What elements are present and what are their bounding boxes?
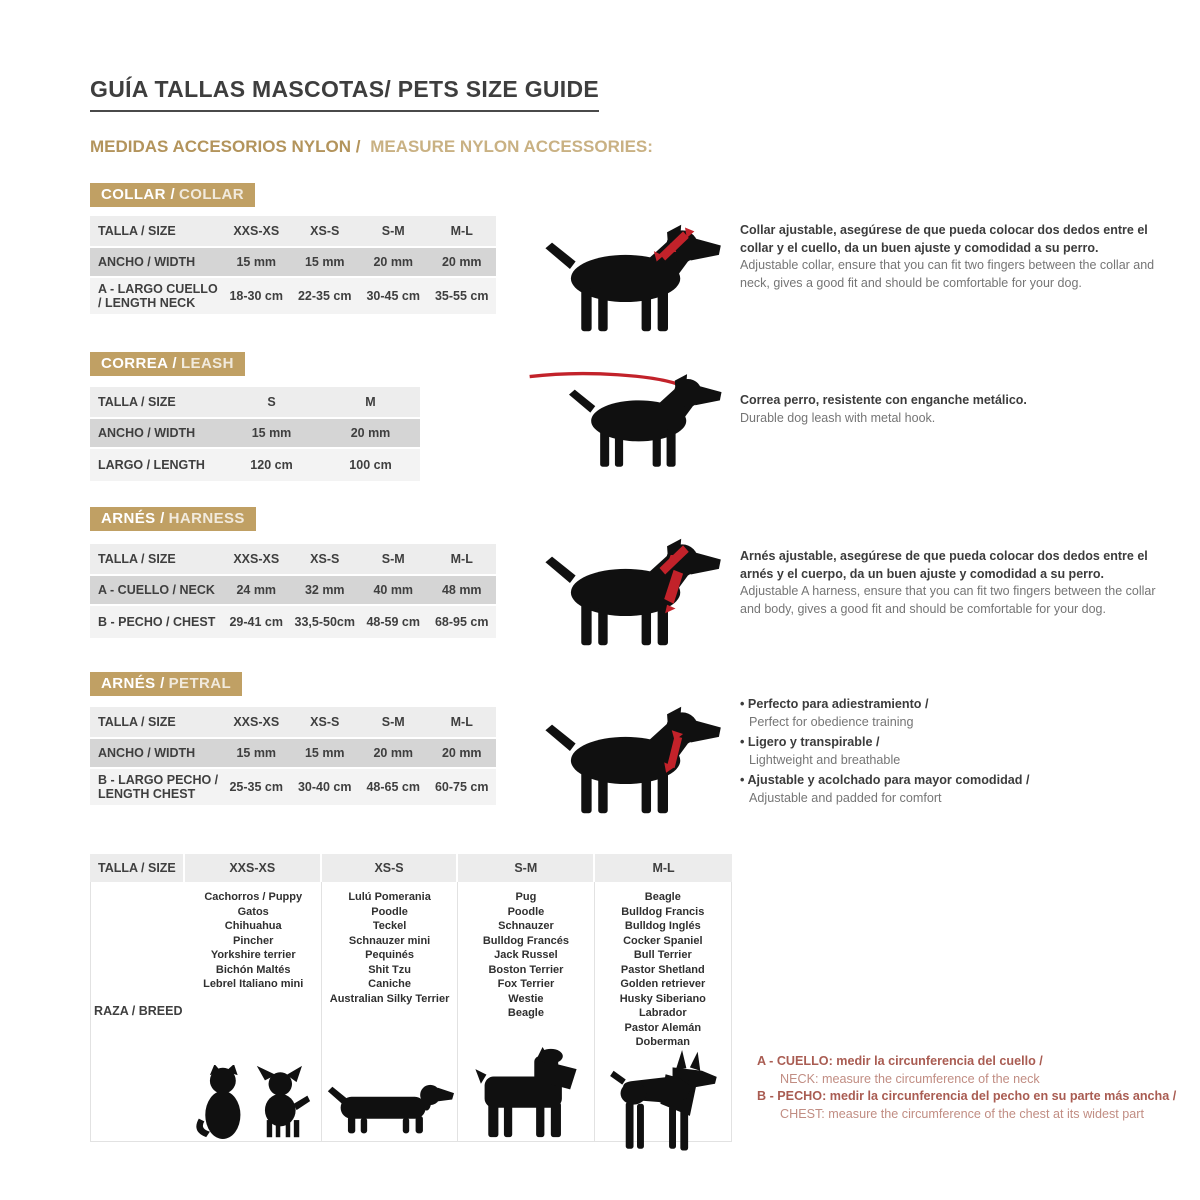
table-header-cell: S-M [381,715,405,729]
badge-label-en: LEASH [180,355,234,372]
table-header-cell: M-L [450,552,473,566]
page-title [90,76,599,112]
table-header-cell: TALLA / SIZE [98,552,176,566]
table-row [90,419,420,447]
table-row-label: B - LARGO PECHO / LENGTH CHEST [98,773,219,801]
breed-list [330,890,450,1006]
breed-item: Pequinés [365,949,415,961]
breed-table [90,854,732,1142]
table-header-cell: S-M [381,224,405,238]
table-row [90,278,496,314]
feature-item [740,734,1176,769]
table-row [90,606,496,638]
breed-item: Fox Terrier [497,978,555,990]
breed-item: Caniche [368,978,411,990]
table-row-label: LARGO / LENGTH [98,458,205,472]
badge-label-es: ARNÉS / [101,510,165,527]
harness-description [740,548,1176,618]
table-row [90,449,420,481]
table-row-label: B - PECHO / CHEST [98,615,216,629]
breed-item: Cocker Spaniel [623,934,703,947]
breed-column-xxs-xs [186,882,322,1141]
breed-item: Husky Siberiano [619,992,706,1005]
breed-item: Shit Tzu [368,963,411,976]
breed-item: Bulldog Francés [482,934,570,947]
table-cell: 30-40 cm [297,780,352,794]
table-header-cell: TALLA / SIZE [98,224,176,238]
silhouettes-m-l [603,1050,723,1154]
table-cell: 15 mm [304,255,345,269]
table-header-cell: M-L [450,224,473,238]
note-a-es: A - CUELLO: medir la circunferencia del cuello / [757,1054,1043,1068]
table-cell: 15 mm [304,746,345,760]
breed-item: Beagle [644,891,681,903]
note-b-es: B - PECHO: medir la circunferencia del pecho en su parte más ancha / [757,1089,1177,1103]
breed-item: Chihuahua [224,920,282,932]
table-cell: 20 mm [373,746,414,760]
breed-item: Poodle [371,905,408,918]
table-cell: 60-75 cm [434,780,489,794]
note-a [757,1053,1176,1088]
breed-item: Bulldog Inglés [624,920,701,932]
table-cell: 48-59 cm [366,615,420,629]
breed-item: Jack Russel [494,949,558,961]
table-cell: 100 cm [349,458,392,472]
petral-section-badge [90,672,242,696]
table-cell: 20 mm [441,746,482,760]
breed-item: Yorkshire terrier [210,949,296,961]
petral-features [740,696,1176,810]
table-row [90,248,496,276]
leash-description [740,392,1176,427]
breed-item: Beagle [507,1007,544,1019]
table-header-row [90,216,496,246]
chihuahua-icon [255,1065,311,1139]
breed-column-xs-s [322,882,458,1141]
breed-item: Schnauzer [498,920,554,932]
note-b-en: CHEST: measure the circumference of the chest at its widest part [780,1106,1144,1121]
badge-label-es: ARNÉS / [101,675,165,692]
table-row-label: ANCHO / WIDTH [98,426,196,440]
breed-item: Gatos [237,905,269,918]
harness-marker-a: A [667,552,677,568]
table-cell: 68-95 cm [434,615,489,629]
table-cell: 120 cm [250,458,293,472]
page-title-es: GUÍA TALLAS MASCOTAS/ [90,76,392,102]
collar-desc-en: Adjustable collar, ensure that you can fit two fingers between the collar and neck, gives a good fit and should be comfortable for your dog. [740,258,1155,290]
table-header-cell: S [267,395,276,409]
page-subtitle [90,137,653,157]
table-header-cell: TALLA / SIZE [98,715,176,729]
table-header-row [90,387,420,417]
cat-icon [195,1065,247,1139]
table-cell: 15 mm [251,426,292,440]
breed-list [483,890,569,1021]
table-row [90,769,496,805]
feature-item [740,772,1176,807]
breed-item: Bulldog Francis [621,905,705,918]
table-cell: 29-41 cm [229,615,283,629]
breed-header-m-l: M-L [595,854,732,882]
table-header-cell: TALLA / SIZE [98,395,176,409]
table-row [90,576,496,604]
table-cell: 40 mm [373,583,414,597]
breed-item: Doberman [635,1036,690,1048]
table-header-row [90,544,496,574]
breed-item: Labrador [638,1007,687,1019]
table-cell: 15 mm [236,255,277,269]
breed-header-xxs-xs: XXS-XS [185,854,322,882]
doberman-icon [603,1050,723,1154]
table-cell: 20 mm [373,255,414,269]
breed-header-s-m: S-M [458,854,595,882]
leash-line [530,374,684,387]
table-header-cell: XS-S [310,224,340,238]
table-header-cell: XXS-XS [233,552,280,566]
table-cell: 48-65 cm [366,780,420,794]
breed-row-label: RAZA / BREED [94,1004,183,1018]
feature-en: Perfect for obedience training [749,714,914,729]
table-header-cell: M-L [450,715,473,729]
breed-item: Cachorros / Puppy [204,891,303,903]
harness-desc-es: Arnés ajustable, asegúrese de que pueda colocar dos dedos entre el arnés y el cuerpo, da un buen ajuste y comodidad a su perro. [740,549,1148,581]
feature-en: Lightweight and breathable [749,752,901,767]
silhouettes-xs-s [326,1082,454,1139]
breed-item: Poodle [507,905,545,918]
feature-item [740,696,1176,731]
breed-item: Australian Silky Terrier [329,992,450,1005]
collar-desc-es: Collar ajustable, asegúrese de que pueda colocar dos dedos entre el collar y el cuello, da un buen ajuste y comodidad a su perro. [740,223,1148,255]
breed-item: Pincher [233,934,274,947]
table-row [90,739,496,767]
breed-item: Bull Terrier [633,949,692,961]
subtitle-es: MEDIDAS ACCESORIOS NYLON / [90,137,361,156]
breed-column-m-l [595,882,731,1141]
harness-size-table [90,544,496,638]
badge-label-en: HARNESS [168,510,245,527]
collar-section-badge [90,183,255,207]
leash-desc-en: Durable dog leash with metal hook. [740,410,936,425]
table-header-cell: S-M [381,552,405,566]
note-a-en: NECK: measure the circumference of the neck [780,1071,1040,1086]
note-b [757,1088,1176,1123]
badge-label-en: PETRAL [168,675,232,692]
breed-item: Pug [515,891,537,903]
breed-table-header [90,854,732,882]
badge-label-en: COLLAR [179,186,244,203]
breed-item: Schnauzer mini [348,934,431,947]
table-cell: 25-35 cm [229,780,283,794]
badge-label-es: CORREA / [101,355,177,372]
breed-column-s-m [458,882,594,1141]
table-row-label: ANCHO / WIDTH [98,255,196,269]
breed-item: Golden retriever [620,978,706,990]
table-header-cell: XS-S [310,715,340,729]
leash-desc-es: Correa perro, resistente con enganche metálico. [740,393,1027,407]
silhouettes-s-m [473,1047,579,1139]
leash-size-table [90,387,420,481]
breed-item: Teckel [372,920,407,932]
badge-label-es: COLLAR / [101,186,176,203]
table-cell: 33,5-50cm [294,615,355,629]
breed-item: Lebrel Italiano mini [203,978,304,990]
breed-item: Pastor Shetland [620,963,705,976]
table-row-label: A - CUELLO / NECK [98,583,215,597]
breed-list [620,890,706,1050]
breed-item: Westie [508,992,544,1005]
petral-size-table [90,707,496,805]
table-row-label: A - LARGO CUELLO / LENGTH NECK [98,282,218,310]
schnauzer-icon [473,1047,579,1139]
leash-section-badge [90,352,245,376]
breed-table-body [90,882,732,1142]
collar-dog-illustration [536,220,734,343]
collar-description [740,222,1176,292]
measurement-notes [757,1053,1176,1123]
table-cell: 24 mm [236,583,277,597]
feature-en: Adjustable and padded for comfort [749,790,942,805]
table-cell: 35-55 cm [434,289,489,303]
breed-item: Pastor Alemán [624,1021,702,1034]
table-header-cell: XXS-XS [233,715,280,729]
collar-marker-a: A [667,240,677,256]
table-header-cell: XXS-XS [233,224,280,238]
feature-es: • Ligero y transpirable / [740,734,1176,752]
harness-desc-en: Adjustable A harness, ensure that you can fit two fingers between the collar and body, gives a good fit and should be comfortable for your dog. [740,584,1156,616]
breed-item: Boston Terrier [488,963,564,976]
page-title-en: PETS SIZE GUIDE [397,76,600,102]
leash-dog-illustration [528,370,733,477]
table-cell: 22-35 cm [297,289,352,303]
harness-section-badge [90,507,256,531]
harness-dog-illustration [536,534,734,657]
table-cell: 20 mm [350,426,391,440]
breed-item: Bichón Maltés [215,963,291,976]
feature-es: • Perfecto para adiestramiento / [740,696,1176,714]
table-header-cell: M [365,395,376,409]
dachshund-icon [326,1082,454,1139]
table-header-cell: XS-S [310,552,340,566]
breed-list [203,890,303,992]
table-cell: 30-45 cm [366,289,420,303]
table-row-label: ANCHO / WIDTH [98,746,196,760]
table-cell: 20 mm [441,255,482,269]
table-cell: 15 mm [236,746,277,760]
table-cell: 48 mm [441,583,482,597]
table-cell: 18-30 cm [229,289,283,303]
collar-size-table [90,216,496,314]
feature-es: • Ajustable y acolchado para mayor comodidad / [740,772,1176,790]
silhouettes-xxs-xs [195,1065,311,1139]
table-cell: 32 mm [304,583,345,597]
table-header-row [90,707,496,737]
petral-dog-illustration [536,702,734,825]
breed-item: Lulú Pomerania [348,891,431,903]
breed-header-size: TALLA / SIZE [90,854,185,882]
subtitle-en: MEASURE NYLON ACCESSORIES: [370,137,653,156]
breed-header-xs-s: XS-S [322,854,459,882]
